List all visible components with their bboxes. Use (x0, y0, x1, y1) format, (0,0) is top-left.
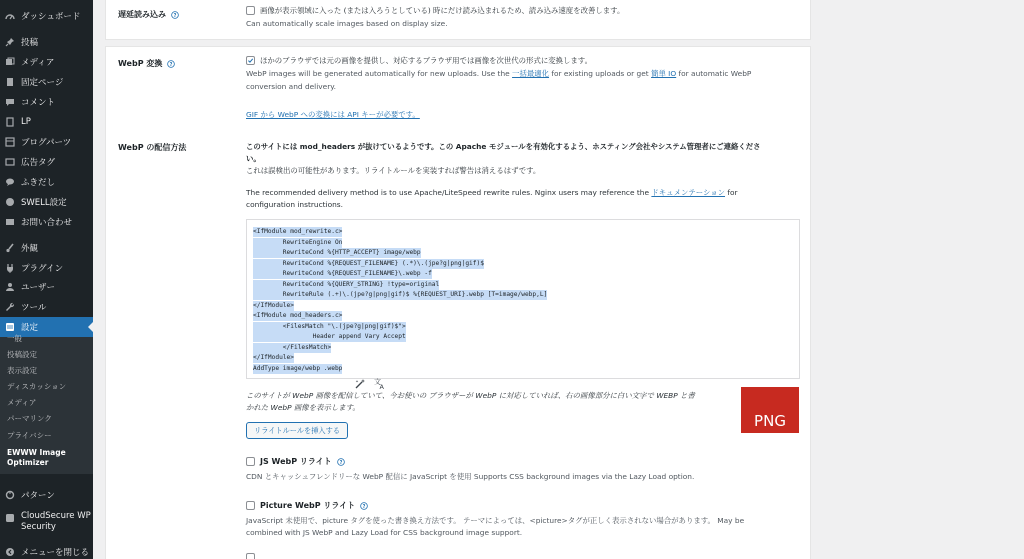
sidebar-item-lp[interactable] (0, 112, 93, 132)
ad-tag-icon (5, 157, 15, 167)
webp-desc-part: for existing uploads or get (551, 69, 649, 78)
media-icon (5, 57, 15, 67)
false-positive-note: これは誤検出の可能性があります。リライトルールを実装すれば警告は消えるはずです。 (246, 166, 541, 175)
sidebar-item-pattern[interactable] (0, 485, 93, 505)
sidebar-item-label: コメント (21, 98, 56, 108)
webp-card (105, 46, 811, 559)
configuration-instructions: configuration instructions. (246, 200, 344, 209)
sidebar-item-label: パターン (21, 491, 55, 501)
insert-rewrite-rules-button[interactable]: リライトルールを挿入する (246, 422, 348, 439)
sidebar-item-wrench[interactable] (0, 297, 93, 317)
comment-icon (5, 97, 15, 107)
lazy-load-desc: Can automatically scale images based on display size. (246, 19, 448, 28)
webp-label (118, 58, 175, 69)
easy-io-link[interactable]: 簡単 IO (651, 69, 677, 78)
settings-main (105, 0, 811, 559)
picture-webp-label-text: Picture WebP リライト (260, 501, 356, 510)
webp-checkbox[interactable] (246, 56, 255, 65)
code-line: </FilesMatch> (253, 343, 332, 351)
sidebar-item-label: ユーザー (21, 283, 56, 293)
svg-text:?: ? (173, 13, 177, 19)
recommended-text: The recommended delivery method is to use Apache/LiteSpeed rewrite rules. Nginx users may reference the (246, 188, 650, 197)
sidebar-item-brush[interactable] (0, 238, 93, 258)
sidebar-item-blog-parts[interactable] (0, 132, 93, 152)
sidebar-item-label: 外観 (21, 244, 39, 254)
blog-parts-icon (5, 137, 15, 147)
sidebar-item-user[interactable] (0, 277, 93, 297)
svg-text:文: 文 (374, 378, 381, 386)
delivery-label: WebP の配信方法 (118, 143, 187, 152)
sidebar-item-label: ツール (21, 303, 47, 313)
sidebar-item-collapse[interactable] (0, 542, 93, 559)
svg-text:?: ? (362, 504, 366, 510)
code-line: <IfModule mod_headers.c> (253, 312, 343, 319)
speech-bubble-icon (5, 177, 15, 187)
sidebar-item-label: LP (21, 117, 31, 127)
sidebar-item-label: メニューを閉じる (21, 548, 90, 558)
brush-icon (5, 243, 15, 253)
webp-desc-line2: conversion and delivery. (246, 82, 336, 91)
pattern-icon (5, 490, 15, 500)
code-line: AddType image/webp .webp (253, 364, 343, 372)
sidebar-item-label: 広告タグ (21, 158, 56, 168)
submenu-item[interactable]: EWWW Image Optimizer (7, 448, 66, 467)
sidebar-item-media[interactable] (0, 52, 93, 72)
code-line: RewriteCond %{QUERY_STRING} !type=original (253, 280, 440, 288)
sidebar-item-comment[interactable] (0, 92, 93, 112)
mod-headers-warning-end: い。 (246, 154, 261, 163)
sidebar-item-label: 設定 (21, 323, 39, 333)
sidebar-item-label: CloudSecure WP Security (21, 511, 91, 532)
lp-icon (5, 117, 15, 127)
js-webp-checkbox[interactable] (246, 457, 255, 466)
webp-served-text-2: かれた WebP 画像を表示します。 (246, 403, 360, 412)
code-line: RewriteRule (.+)\.(jpe?g|png|gif)$ %{REQUEST_URI}.webp [T=image/webp,L] (253, 291, 548, 298)
lazy-load-label (118, 9, 179, 20)
png-label: PNG (754, 412, 786, 430)
js-webp-desc: CDN とキャッシュフレンドリーな WebP 配信に JavaScript を使用 Supports CSS background images via the Lazy Load option. (246, 472, 695, 481)
svg-text:?: ? (169, 62, 173, 68)
lazy-load-text: 画像が表示領域に入った (または入ろうとしている) 時にだけ読み込まれるため、読み込み速度を改善します。 (260, 6, 625, 15)
submenu-item[interactable]: プライバシー (7, 431, 52, 440)
sidebar-item-speech-bubble[interactable] (0, 172, 93, 192)
sidebar-item-label: ブログパーツ (21, 138, 72, 148)
submenu-item[interactable]: 表示設定 (7, 366, 37, 375)
dashboard-icon (5, 11, 15, 21)
code-line: Header append Vary Accept (253, 333, 406, 340)
lazy-load-checkbox[interactable] (246, 6, 255, 15)
webp-test-image (741, 387, 799, 433)
recommended-delivery (246, 187, 738, 198)
code-line: <IfModule mod_rewrite.c> (253, 228, 343, 235)
cloudsecure-icon (5, 513, 15, 523)
picture-webp-checkbox[interactable] (246, 501, 255, 510)
submenu-item[interactable]: パーマリンク (7, 414, 52, 423)
settings-icon (5, 322, 15, 332)
pin-icon (5, 37, 15, 47)
bulk-optimize-link[interactable]: 一括最適化 (512, 69, 550, 78)
help-icon[interactable] (167, 60, 175, 68)
sidebar-item-dashboard[interactable] (0, 6, 93, 26)
recommended-text: for (727, 188, 738, 197)
svg-text:?: ? (339, 460, 343, 466)
collapse-icon (5, 547, 15, 557)
webp-desc-line1 (246, 68, 751, 79)
submenu-item[interactable]: 投稿設定 (7, 350, 37, 359)
mail-icon (5, 217, 15, 227)
sidebar-item-label: メディア (21, 58, 55, 68)
webp-desc-part: WebP images will be generated automatically for new uploads. Use the (246, 69, 510, 78)
code-line: </IfModule> (253, 301, 294, 309)
webp-desc-part: for automatic WebP (678, 69, 752, 78)
sidebar-item-pin[interactable] (0, 32, 93, 52)
sidebar-item-label: ふきだし (21, 178, 56, 188)
svg-text:A: A (379, 383, 384, 389)
sidebar-item-plugin[interactable] (0, 258, 93, 278)
code-line: RewriteCond %{REQUEST_FILENAME} (.*)\.(jpe?g|png|gif)$ (253, 259, 484, 267)
swell-icon (5, 197, 15, 207)
help-icon[interactable] (360, 502, 368, 510)
code-line: <FilesMatch "\.(jpe?g|png|gif)$"> (253, 322, 406, 330)
sidebar-item-cloudsecure[interactable] (0, 511, 93, 537)
sidebar-item-swell[interactable] (0, 192, 93, 212)
sidebar-item-mail[interactable] (0, 212, 93, 232)
rewrite-rules-codebox[interactable] (246, 219, 800, 379)
submenu-item[interactable]: ディスカッション (7, 382, 67, 391)
magic-wand-icon[interactable] (354, 375, 366, 387)
sidebar-item-label: 投稿 (21, 38, 39, 48)
sidebar-item-ad-tag[interactable] (0, 152, 93, 172)
lazy-load-card (105, 0, 811, 40)
sidebar-item-label: 固定ページ (21, 78, 64, 88)
help-icon[interactable] (171, 11, 179, 19)
sidebar-item-label: プラグイン (21, 264, 64, 274)
sidebar-item-page[interactable] (0, 72, 93, 92)
help-icon[interactable] (337, 458, 345, 466)
user-icon (5, 282, 15, 292)
webp-served-text-1: このサイトが WebP 画像を配信していて、今お使いの ブラウザーが WebP に対応していれば、右の画像部分に白い文字で WEBP と書 (246, 391, 695, 400)
plugin-icon (5, 263, 15, 273)
wrench-icon (5, 302, 15, 312)
code-line: RewriteCond %{REQUEST_FILENAME}\.webp -f (253, 270, 432, 277)
admin-sidebar (0, 0, 93, 559)
webp-label-text: WebP 変換 (118, 59, 163, 68)
picture-webp-desc-2: combined with JS WebP and Lazy Load for CSS background image support. (246, 528, 523, 537)
submenu-item[interactable]: 一般 (7, 334, 22, 343)
picture-webp-desc-1: JavaScript 未使用で、picture タグを使った書き換え方法です。 テーマによっては、<picture>タグが正しく表示されない場合があります。 May be (246, 516, 745, 525)
webp-text: ほかのブラウザでは元の画像を提供し、対応するブラウザ用では画像を次世代の形式に変換します。 (260, 56, 592, 65)
code-line: </IfModule> (253, 354, 294, 361)
js-webp-label-text: JS WebP リライト (260, 457, 332, 466)
js-webp-label (260, 456, 345, 467)
lazy-load-label-text: 遅延読み込み (118, 10, 166, 19)
gif-webp-link[interactable]: GIF から WebP への変換には API キーが必要です。 (246, 110, 420, 119)
documentation-link[interactable]: ドキュメンテーション (651, 188, 726, 197)
sidebar-item-label: SWELL設定 (21, 198, 67, 208)
translate-icon[interactable] (374, 374, 386, 389)
sidebar-item-label: ダッシュボード (21, 12, 81, 22)
sidebar-item-label: お問い合わせ (21, 218, 73, 228)
picture-webp-label (260, 500, 368, 511)
next-option-checkbox[interactable] (246, 553, 255, 559)
check-icon (247, 56, 254, 65)
page-icon (5, 77, 15, 87)
mod-headers-warning: このサイトには mod_headers が抜けているようです。この Apache モジュールを有効化するよう、ホスティング会社やシステム管理者にご連絡くださ (246, 142, 761, 151)
submenu-item[interactable]: メディア (7, 398, 37, 407)
code-line: RewriteCond %{HTTP_ACCEPT} image/webp (253, 249, 421, 256)
code-line: RewriteEngine On (253, 238, 343, 246)
